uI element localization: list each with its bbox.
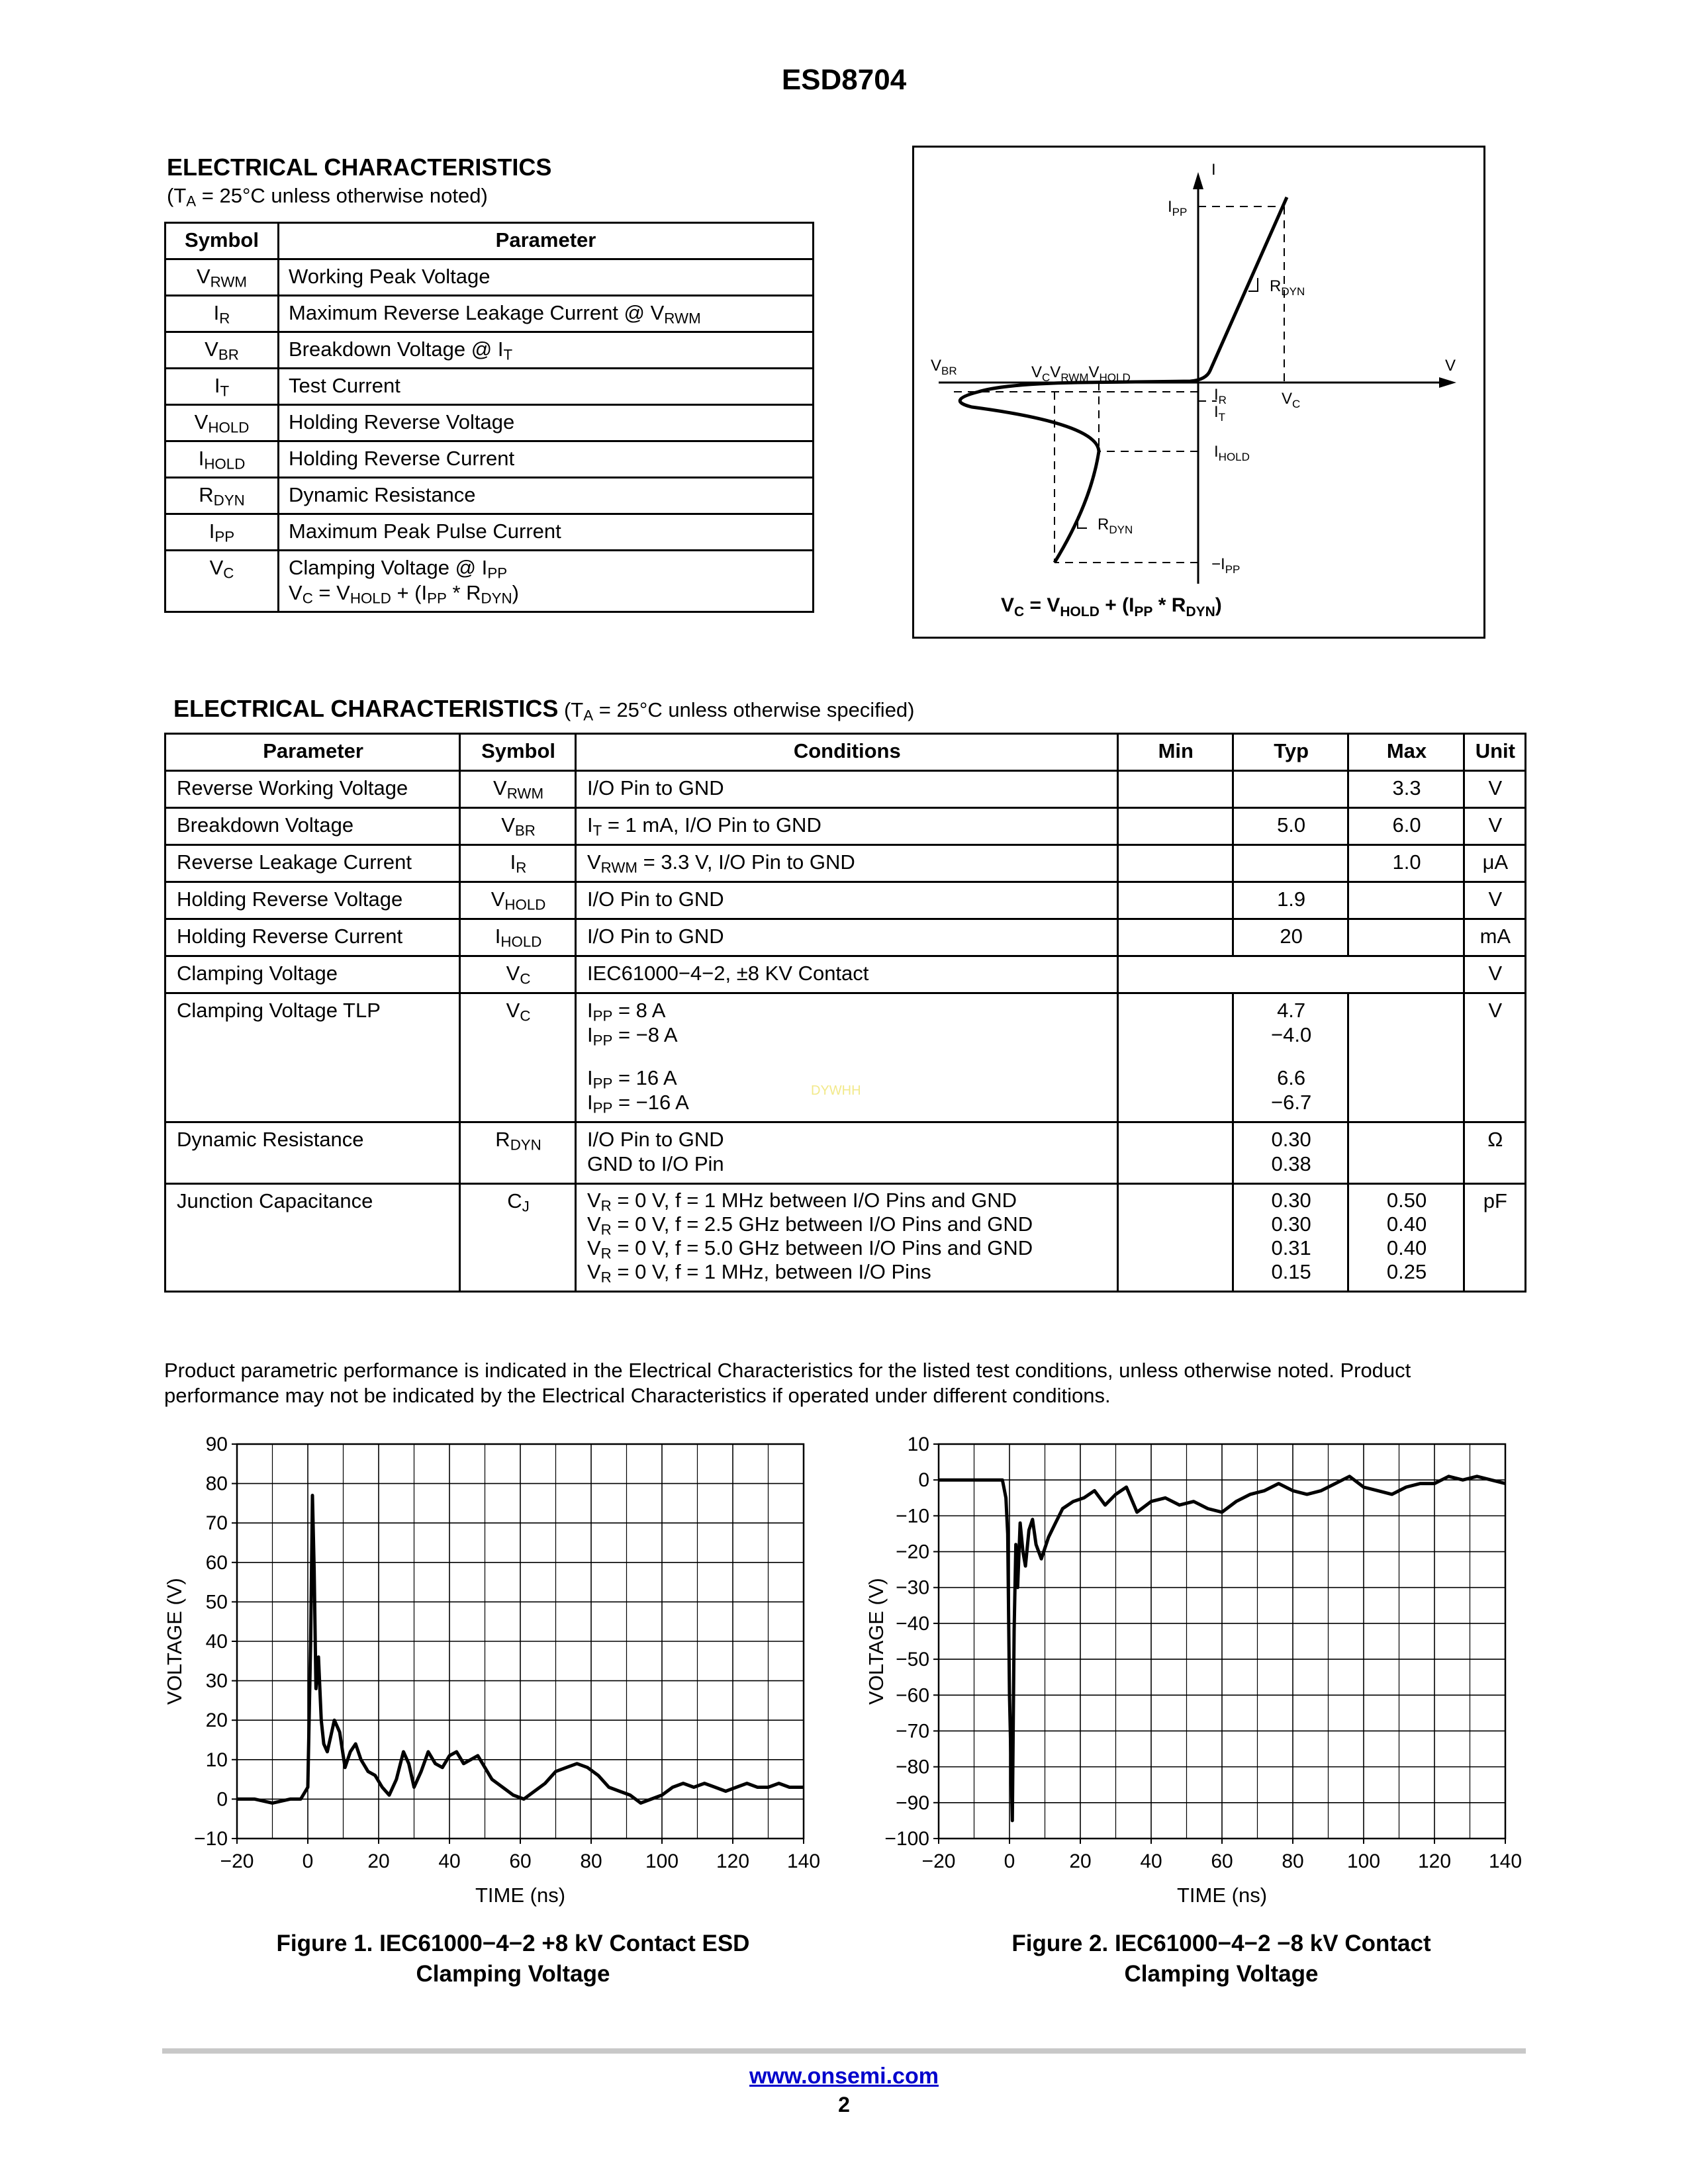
y-tick-label: −90 [896,1792,929,1814]
conditions-cell: I/O Pin to GND [575,771,1117,808]
table-row [165,956,1526,993]
min-cell [1117,919,1233,956]
conditions-cell: IEC61000−4−2, ±8 KV Contact [575,956,1117,993]
y-tick-label: 50 [205,1591,228,1614]
figure-2-chart [854,1436,1542,1913]
parameter-cell: Breakdown Voltage [165,808,460,845]
y-axis-label: VOLTAGE (V) [163,1578,186,1705]
typ-cell [1233,845,1348,882]
y-tick-label: −70 [896,1720,929,1743]
typ-cell: 1.9 [1233,882,1348,919]
ipp-label: $I_{PP}$ [1168,198,1188,218]
x-tick-label: 60 [509,1850,532,1872]
y-tick-label: −60 [896,1684,929,1707]
max-cell: 6.0 [1348,808,1464,845]
i-axis-arrow-icon [1193,172,1203,189]
y-tick-label: 20 [205,1709,228,1732]
table-row [165,919,1526,956]
col-max: Max [1348,734,1464,771]
x-tick-label: 80 [580,1850,602,1872]
watermark: DYWHH [811,1083,861,1098]
parameter-cell: Maximum Peak Pulse Current [279,514,814,551]
x-tick-label: 20 [1069,1850,1092,1872]
col-typ: Typ [1233,734,1348,771]
symbol-cell: $I_R$ [165,296,279,332]
rdyn-top-label: $R_{DYN}$ [1270,277,1305,298]
table-row [165,478,814,514]
guide-lines [952,206,1284,563]
col-min: Min [1117,734,1233,771]
footer-url-link[interactable]: www.onsemi.com [749,2064,939,2089]
symbol-cell: $V_C$ [460,956,576,993]
conditions-cell: I/O Pin to GND [575,919,1117,956]
symbol-cell: $R_{DYN}$ [460,1122,576,1184]
symbol-cell: $V_C$ [165,551,279,612]
x-tick-label: 20 [367,1850,390,1872]
y-tick-label: −30 [896,1576,929,1599]
table-row [165,551,814,612]
table-row [165,1184,1526,1292]
y-tick-label: −50 [896,1649,929,1671]
max-cell [1348,919,1464,956]
unit-cell: V [1464,882,1525,919]
parameter-cell: Reverse Leakage Current [165,845,460,882]
y-tick-label: −10 [896,1505,929,1527]
typ-cell: 20 [1233,919,1348,956]
parameter-cell: Dynamic Resistance [165,1122,460,1184]
y-tick-label: 90 [205,1436,228,1455]
page-number: 2 [838,2093,850,2116]
max-cell: 3.3 [1348,771,1464,808]
min-cell [1117,993,1233,1122]
unit-cell: V [1464,993,1525,1122]
table-row [165,514,814,551]
typ-cell: 5.0 [1233,808,1348,845]
x-tick-label: 120 [1417,1850,1452,1872]
v-axis-label: V [1445,357,1456,375]
y-tick-label: 0 [918,1469,929,1492]
x-tick-label: 100 [645,1850,679,1872]
page-title: ESD8704 [781,64,907,96]
min-cell [1117,771,1233,808]
table-row [165,845,1526,882]
ihold-label: $I_{HOLD}$ [1214,443,1250,463]
y-tick-label: −40 [896,1612,929,1635]
symbol-cell: $I_{HOLD}$ [165,441,279,478]
conditions-cell: $V_{RWM} = 3.3$ V, I/O Pin to GND [575,845,1117,882]
parameter-cell: Holding Reverse Voltage [165,882,460,919]
conditions-cell: $I_T = 1$ mA, I/O Pin to GND [575,808,1117,845]
parameter-cell: Clamping Voltage TLP [165,993,460,1122]
table-row [165,296,814,332]
col-parameter: Parameter [165,734,460,771]
y-tick-label: −20 [896,1541,929,1563]
table-row [165,405,814,441]
unit-cell: pF [1464,1184,1525,1292]
x-tick-label: 40 [1140,1850,1162,1872]
it-label: $I_T$ [1214,403,1226,424]
diagram-formula: $V_C = V_{HOLD} + (I_{PP} * R_{DYN})$ [1001,594,1222,619]
parameter-cell: Junction Capacitance [165,1184,460,1292]
typ-cell [1233,771,1348,808]
x-tick-label: −20 [921,1850,956,1872]
ir-label: $I_R$ [1214,386,1227,406]
unit-cell: V [1464,956,1525,993]
col-conditions: Conditions [575,734,1117,771]
parameter-cell: Clamping Voltage @ $I_{PP}$ $V_C = V_{HOLD} + (I_{PP} * R_{DYN})$ [279,551,814,612]
max-cell [1348,993,1464,1122]
symbol-cell: $R_{DYN}$ [165,478,279,514]
table-row [165,771,1526,808]
neg-ipp-label: $-I_{PP}$ [1211,555,1241,576]
x-tick-label: 60 [1211,1850,1233,1872]
table-header-row [165,734,1526,771]
symbol-cell: $V_{HOLD}$ [460,882,576,919]
conditions-cell: I/O Pin to GND GND to I/O Pin [575,1122,1117,1184]
min-cell [1117,808,1233,845]
figure-1-chart [152,1436,841,1913]
y-axis-label: VOLTAGE (V) [865,1578,888,1705]
symbol-cell: $V_C$ [460,993,576,1122]
symbol-table-heading: ELECTRICAL CHARACTERISTICS [167,154,552,181]
min-cell [1117,1122,1233,1184]
x-tick-label: 140 [1488,1850,1523,1872]
y-tick-label: −100 [884,1828,929,1850]
y-tick-label: 10 [205,1749,228,1771]
conditions-cell: I/O Pin to GND [575,882,1117,919]
figure-1-caption: Figure 1. IEC61000−4−2 +8 kV Contact ESD Clamping Voltage [276,1931,750,1987]
footnote: Product parametric performance is indicated in the Electrical Characteristics for the listed test conditions, unless otherwise noted. Product performance may not be indicated by the Electrical Characteristics if operated under different conditions. [164,1359,1411,1407]
values-merged-cell [1117,956,1464,993]
x-tick-label: 140 [786,1850,821,1872]
col-parameter: Parameter [279,223,814,259]
max-cell: 1.0 [1348,845,1464,882]
x-tick-label: −20 [220,1850,254,1872]
i-axis-label: I [1211,161,1216,179]
symbol-cell: $V_{BR}$ [460,808,576,845]
typ-cell: 0.30 0.30 0.31 0.15 [1233,1184,1348,1292]
electrical-characteristics-table [164,733,1526,1293]
conditions-cell: $I_{PP} = 8$ A $I_{PP} = -8$ A $I_{PP} = 16$ A $I_{PP} = -16$ A [575,993,1117,1122]
symbol-table-conditions: ($T_A = 25^\circ C$ unless otherwise noted) [167,184,488,210]
y-tick-label: 40 [205,1631,228,1653]
x-axis-label: TIME (ns) [475,1884,566,1907]
min-cell [1117,1184,1233,1292]
vbr-label: $V_{BR}$ [931,357,957,377]
unit-cell: Ω [1464,1122,1525,1184]
col-symbol: Symbol [165,223,279,259]
y-tick-label: −10 [194,1828,228,1850]
y-tick-label: 30 [205,1670,228,1692]
x-tick-label: 0 [302,1850,314,1872]
parameter-cell: Holding Reverse Voltage [279,405,814,441]
col-unit: Unit [1464,734,1525,771]
parameter-cell: Breakdown Voltage @ $I_T$ [279,332,814,369]
table-row [165,1122,1526,1184]
table-row [165,882,1526,919]
x-axis-label: TIME (ns) [1176,1884,1268,1907]
max-cell: 0.50 0.40 0.40 0.25 [1348,1184,1464,1292]
table-row [165,332,814,369]
unit-cell: V [1464,808,1525,845]
x-tick-label: 120 [716,1850,750,1872]
y-tick-label: 0 [216,1788,228,1811]
y-tick-label: 10 [907,1436,929,1455]
symbol-cell: $I_{HOLD}$ [460,919,576,956]
col-symbol: Symbol [460,734,576,771]
x-tick-label: 80 [1282,1850,1304,1872]
parameter-cell: Working Peak Voltage [279,259,814,296]
symbol-parameter-table [164,222,814,613]
symbol-cell: $C_J$ [460,1184,576,1292]
v-axis-arrow-icon [1439,377,1456,388]
iv-characteristic-diagram [912,146,1485,639]
unit-cell: V [1464,771,1525,808]
table-row [165,441,814,478]
symbol-cell: $I_{PP}$ [165,514,279,551]
parameter-cell: Test Current [279,369,814,405]
vc-right-label: $V_C$ [1282,390,1301,410]
x-tick-label: 0 [1004,1850,1015,1872]
min-cell [1117,845,1233,882]
symbol-cell: $I_T$ [165,369,279,405]
table-row [165,259,814,296]
table-row [165,369,814,405]
table-header-row [165,223,814,259]
y-tick-label: 70 [205,1512,228,1535]
y-tick-label: 60 [205,1551,228,1574]
y-tick-label: −80 [896,1756,929,1778]
vc-vrwm-vhold-label: $V_CV_{RWM}V_{HOLD}$ [1031,363,1131,384]
conditions-cell: $V_R = 0$ V, f = 1 MHz between I/O Pins and GND $V_R = 0$ V, f = 2.5 GHz between I/O Pins and GND $V_R = 0$ V, f = 5.0 GHz between I/O Pins and GND $V_R = 0$ V, f = 1 MHz, between I/O Pins [575,1184,1117,1292]
parameter-cell: Clamping Voltage [165,956,460,993]
max-cell [1348,882,1464,919]
parameter-cell: Maximum Reverse Leakage Current @ $V_{RWM}$ [279,296,814,332]
parameter-cell: Holding Reverse Current [279,441,814,478]
typ-cell: 0.30 0.38 [1233,1122,1348,1184]
symbol-cell: $I_R$ [460,845,576,882]
parameter-cell: Dynamic Resistance [279,478,814,514]
footer-rule [162,2048,1526,2054]
symbol-cell: $V_{RWM}$ [165,259,279,296]
table-row [165,808,1526,845]
figure-2-caption: Figure 2. IEC61000−4−2 −8 kV Contact Clamping Voltage [1011,1931,1431,1987]
symbol-cell: $V_{BR}$ [165,332,279,369]
min-cell [1117,882,1233,919]
typ-cell: 4.7 −4.0 6.6 −6.7 [1233,993,1348,1122]
y-tick-label: 80 [205,1473,228,1495]
x-tick-label: 100 [1346,1850,1381,1872]
x-tick-label: 40 [438,1850,461,1872]
unit-cell: mA [1464,919,1525,956]
rdyn-bottom-label: $R_{DYN}$ [1098,516,1133,536]
unit-cell: μA [1464,845,1525,882]
max-cell [1348,1122,1464,1184]
ec-heading: ELECTRICAL CHARACTERISTICS ($T_A = 25^\circ C$ unless otherwise specified) [173,695,915,724]
parameter-cell: Holding Reverse Current [165,919,460,956]
table-row [165,993,1526,1122]
symbol-cell: $V_{RWM}$ [460,771,576,808]
parameter-cell: Reverse Working Voltage [165,771,460,808]
symbol-cell: $V_{HOLD}$ [165,405,279,441]
